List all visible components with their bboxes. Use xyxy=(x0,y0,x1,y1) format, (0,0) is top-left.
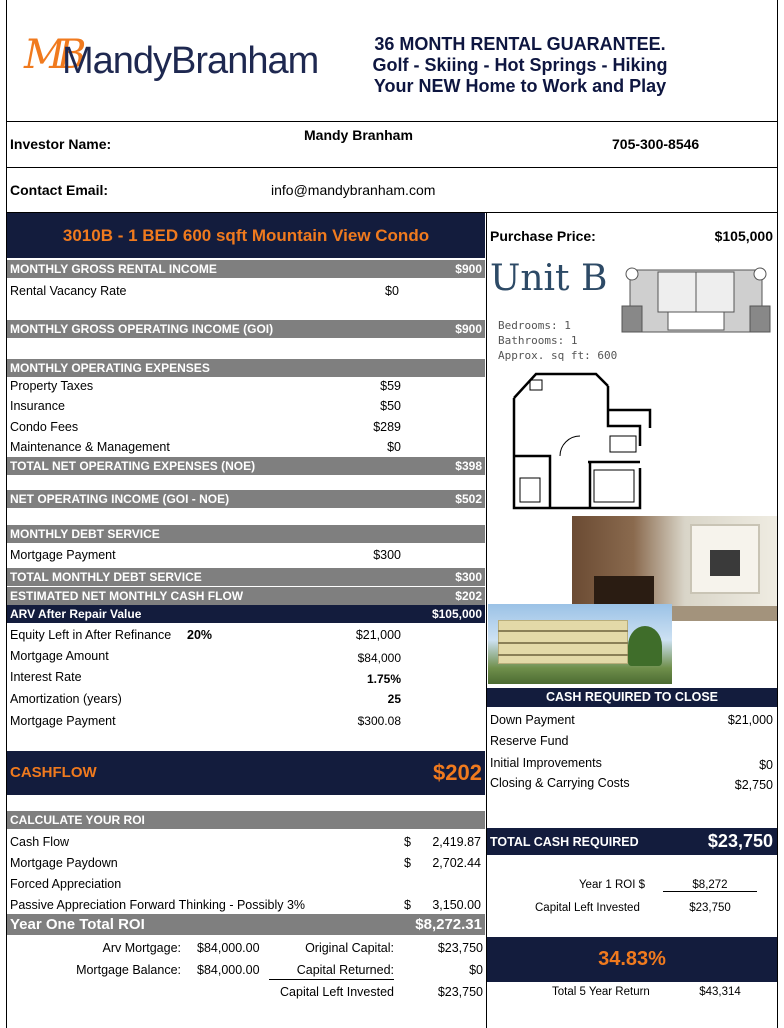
investor-name: Mandy Branham xyxy=(304,127,413,143)
debt-header: MONTHLY DEBT SERVICE xyxy=(7,525,485,543)
vacancy-value: $0 xyxy=(385,284,399,298)
logo-text: MandyBranham xyxy=(62,40,319,82)
tagline xyxy=(340,34,700,97)
down-payment-row: Down Payment $21,000 xyxy=(490,713,773,727)
roi-percent-bar: 34.83% xyxy=(487,937,777,982)
arv-mortgage-row: Arv Mortgage: $84,000.00 Original Capital: $23,750 xyxy=(102,941,483,955)
investor-phone: 705-300-8546 xyxy=(612,136,700,152)
goi-label: MONTHLY GROSS OPERATING INCOME (GOI) xyxy=(10,322,274,336)
roi-paydown-row: Mortgage Paydown $ 2,702.44 xyxy=(10,856,481,870)
contact-email-label: Contact Email: xyxy=(10,182,109,198)
noe-row: TOTAL NET OPERATING EXPENSES (NOE) $398 xyxy=(7,457,485,475)
debt-total-row: TOTAL MONTHLY DEBT SERVICE $300 xyxy=(7,568,485,586)
unit-bathrooms: Bathrooms: 1 xyxy=(498,334,578,347)
building-plan-image xyxy=(618,262,774,342)
property-title-bar xyxy=(7,213,485,258)
vacancy-label: Rental Vacancy Rate xyxy=(10,284,127,298)
cash-required-header: CASH REQUIRED TO CLOSE xyxy=(487,688,777,707)
purchase-price-label: Purchase Price: xyxy=(490,228,596,244)
property-title: 3010B - 1 BED 600 sqft Mountain View Condo xyxy=(62,226,430,245)
roi-header: CALCULATE YOUR ROI xyxy=(7,811,485,829)
gross-rental-label: MONTHLY GROSS RENTAL INCOME xyxy=(10,262,217,276)
arv-row: ARV After Repair Value $105,000 xyxy=(7,605,485,623)
capital-left-row: Capital Left Invested $23,750 xyxy=(280,985,483,999)
amortization-row: Amortization (years) 25 xyxy=(10,692,401,706)
reserve-fund-row: Reserve Fund xyxy=(490,734,569,748)
goi-row xyxy=(7,320,485,338)
logo-monogram: MB xyxy=(24,32,79,78)
contact-email: info@mandybranham.com xyxy=(271,182,436,198)
purchase-price: $105,000 xyxy=(714,228,773,244)
vacancy-row xyxy=(7,282,485,300)
improvements-row: Initial Improvements $0 xyxy=(490,756,773,772)
equity-row: Equity Left in After Refinance 20% $21,000 xyxy=(10,628,401,642)
tagline-line-2: Golf - Skiing - Hot Springs - Hiking xyxy=(372,55,668,75)
expense-item: Condo Fees $289 xyxy=(10,420,401,434)
unit-sqft: Approx. sq ft: 600 xyxy=(498,349,618,362)
logo xyxy=(22,30,319,90)
expenses-header: MONTHLY OPERATING EXPENSES xyxy=(7,359,485,377)
gross-rental-row xyxy=(7,260,485,278)
exterior-photo xyxy=(488,604,672,684)
roi-passive-row: Passive Appreciation Forward Thinking - Possibly 3% $ 3,150.00 xyxy=(10,898,481,912)
mortgage-balance-row: Mortgage Balance: $84,000.00 Capital Returned: $0 xyxy=(7,961,485,979)
total-cash-required-bar: TOTAL CASH REQUIRED $23,750 xyxy=(487,828,777,855)
cashflow-label: CASHFLOW xyxy=(10,764,97,781)
expense-item: Property Taxes $59 xyxy=(10,379,401,393)
five-year-return: Total 5 Year Return $43,314 xyxy=(552,986,741,998)
unit-title: Unit B xyxy=(490,258,608,299)
closing-costs-row: Closing & Carrying Costs $2,750 xyxy=(490,776,773,792)
unit-bedrooms: Bedrooms: 1 xyxy=(498,319,571,332)
cashflow-value: $202 xyxy=(433,760,482,785)
debt-mortgage-row: Mortgage Payment $300 xyxy=(10,548,401,562)
expense-item: Insurance $50 xyxy=(10,399,401,413)
roi-cash-flow-row: Cash Flow $ 2,419.87 xyxy=(10,835,481,849)
mortgage-payment-row: Mortgage Payment $300.08 xyxy=(10,714,401,728)
roi-forced-row: Forced Appreciation xyxy=(10,877,122,891)
gross-rental-value: $900 xyxy=(455,262,482,276)
interest-row: Interest Rate 1.75% xyxy=(10,670,401,686)
expense-item: Maintenance & Management $0 xyxy=(10,440,401,454)
year1-roi-summary: Year 1 ROI $ $8,272 Capital Left Invested $23,750 xyxy=(487,876,777,926)
net-cashflow-row: ESTIMATED NET MONTHLY CASH FLOW $202 xyxy=(7,587,485,605)
unit-floorplan-image xyxy=(500,366,664,514)
tagline-line-3: Your NEW Home to Work and Play xyxy=(373,76,667,96)
cashflow-bar xyxy=(7,751,485,795)
mortgage-amount-row: Mortgage Amount $84,000 xyxy=(10,649,401,665)
goi-value: $900 xyxy=(455,322,482,336)
unit-details xyxy=(498,318,617,363)
year-one-roi-row: Year One Total ROI $8,272.31 xyxy=(7,914,485,935)
tagline-line-1: 36 MONTH RENTAL GUARANTEE. xyxy=(374,34,666,54)
noi-row: NET OPERATING INCOME (GOI - NOE) $502 xyxy=(7,490,485,508)
header xyxy=(0,0,784,122)
investor-name-label: Investor Name: xyxy=(10,136,112,152)
